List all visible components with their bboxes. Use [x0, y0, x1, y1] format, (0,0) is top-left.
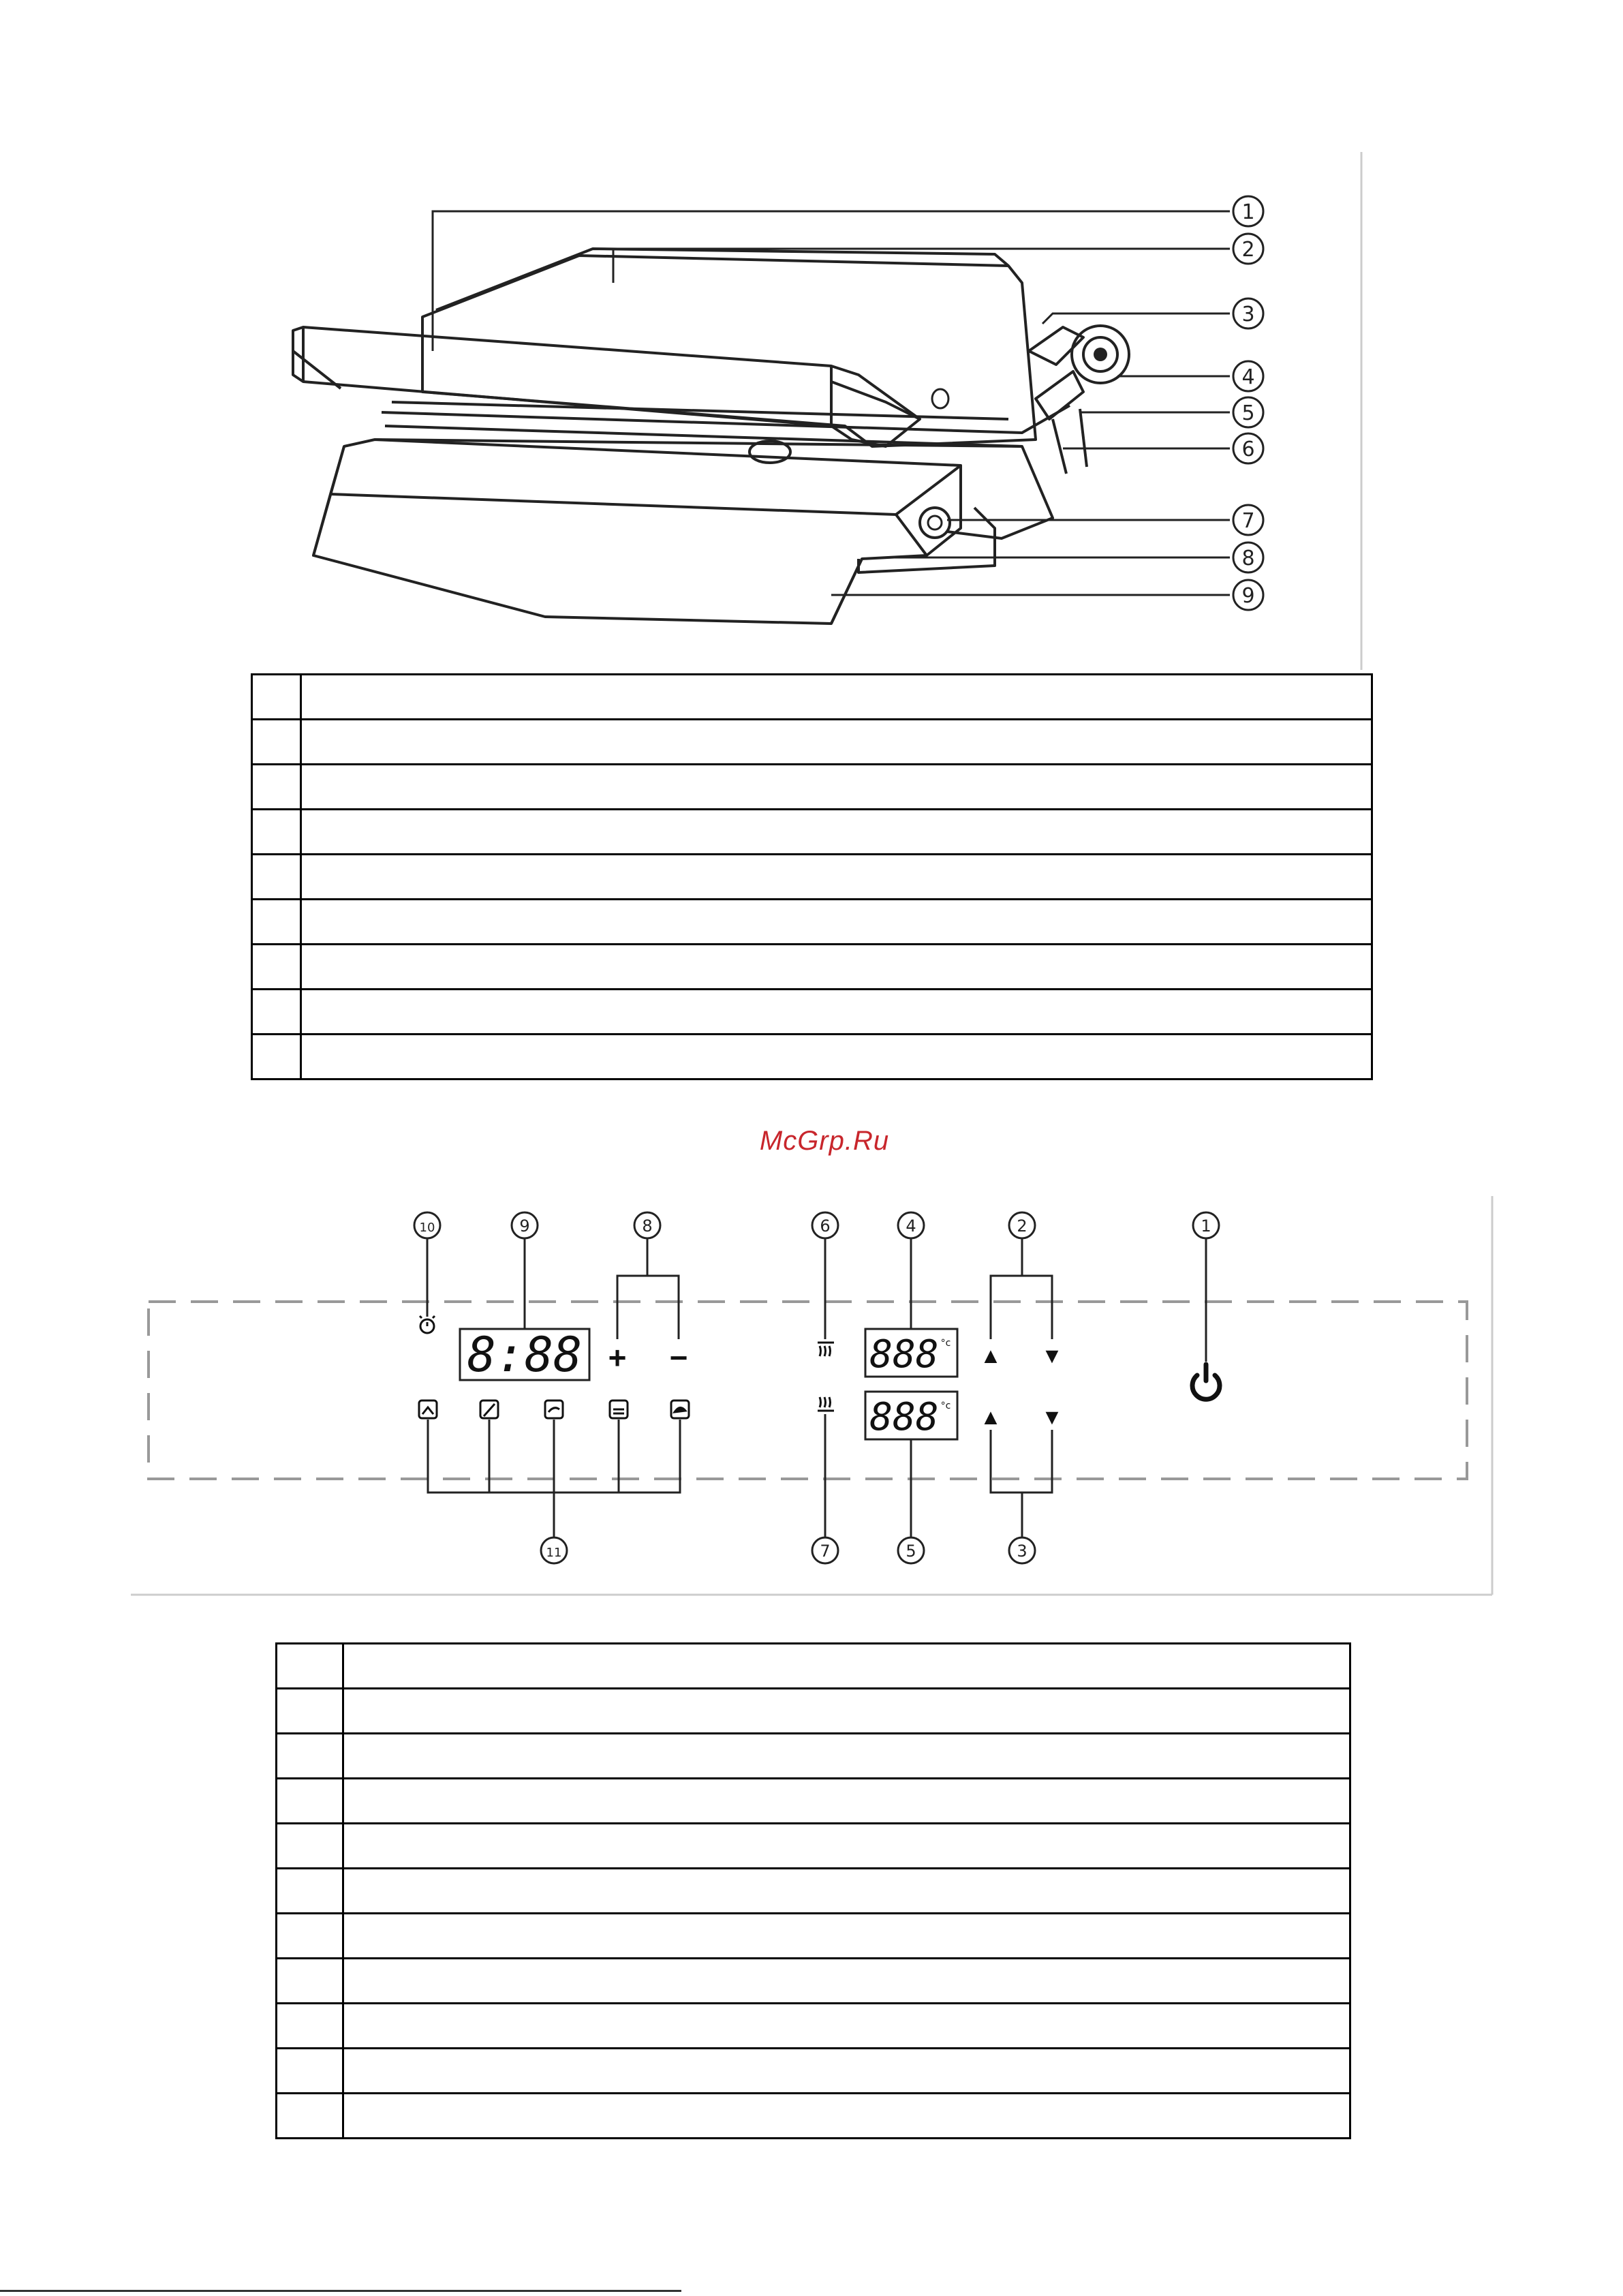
table-row: [252, 720, 1372, 765]
lower-heater-icon: [818, 1397, 834, 1411]
callout-3: 3: [1241, 303, 1255, 326]
panel-callout-4: 4: [906, 1216, 916, 1236]
power-icon[interactable]: [1192, 1364, 1220, 1399]
table-row: [277, 1959, 1350, 2004]
panel-callout-5: 5: [906, 1542, 916, 1561]
callout-5: 5: [1241, 401, 1255, 425]
table-row: [277, 1644, 1350, 1689]
upper-temp-up-button[interactable]: ▲: [980, 1343, 1002, 1368]
upper-heater-icon: [818, 1343, 834, 1356]
lower-temp-up-button[interactable]: ▲: [980, 1405, 1002, 1429]
panel-callout-8: 8: [642, 1216, 653, 1236]
table-row: [252, 900, 1372, 945]
control-panel-drawing: [129, 1193, 1499, 1602]
mode-button-3-icon[interactable]: [545, 1400, 563, 1418]
lower-temp-display: 888: [869, 1395, 939, 1439]
minus-button[interactable]: −: [669, 1340, 688, 1375]
control-panel-illustration: [129, 1193, 1499, 1602]
table-row: [277, 1824, 1350, 1869]
table-row: [277, 1689, 1350, 1734]
panel-callout-1: 1: [1201, 1216, 1211, 1236]
upper-temp-display: 888: [869, 1332, 939, 1377]
timer-display: 8:88: [467, 1327, 583, 1383]
panel-callout-2: 2: [1017, 1216, 1027, 1236]
grill-illustration: [273, 147, 1376, 671]
plus-button[interactable]: +: [608, 1340, 627, 1375]
callout-2: 2: [1241, 238, 1255, 262]
panel-outline: [149, 1302, 1467, 1479]
callout-7: 7: [1241, 509, 1255, 533]
table-row: [277, 1734, 1350, 1779]
table-row: [252, 675, 1372, 720]
upper-temp-down-button[interactable]: ▼: [1041, 1343, 1063, 1368]
page-bottom-rule: [0, 2290, 681, 2292]
table-row: [277, 2094, 1350, 2139]
table-row: [252, 990, 1372, 1035]
alarm-clock-icon: [420, 1316, 435, 1333]
panel-callout-9: 9: [519, 1216, 530, 1236]
callout-4: 4: [1241, 365, 1255, 389]
panel-callout-7: 7: [820, 1542, 831, 1561]
panel-callout-3: 3: [1017, 1542, 1027, 1561]
callout-1: 1: [1241, 200, 1255, 224]
callout-8: 8: [1241, 547, 1255, 570]
table-row: [252, 855, 1372, 900]
mode-button-1-icon[interactable]: [419, 1400, 437, 1418]
parts-table: [251, 673, 1373, 1080]
table-row: [277, 1779, 1350, 1824]
lower-temp-unit: °c: [940, 1400, 951, 1411]
table-row: [277, 1914, 1350, 1959]
controls-table: [275, 1642, 1351, 2139]
table-row: [277, 2049, 1350, 2094]
panel-callout-6: 6: [820, 1216, 831, 1236]
table-row: [252, 1035, 1372, 1080]
grill-drawing: [273, 147, 1376, 671]
panel-callout-11: 11: [546, 1546, 562, 1560]
table-row: [277, 2004, 1350, 2049]
upper-temp-unit: °c: [940, 1338, 951, 1349]
callout-6: 6: [1241, 438, 1255, 461]
table-row: [252, 765, 1372, 810]
table-row: [277, 1869, 1350, 1914]
panel-callout-10: 10: [419, 1221, 435, 1235]
table-row: [252, 945, 1372, 990]
table-row: [252, 810, 1372, 855]
lower-temp-down-button[interactable]: ▼: [1041, 1405, 1063, 1429]
watermark-text: McGrp.Ru: [759, 1126, 890, 1156]
callout-9: 9: [1241, 584, 1255, 608]
